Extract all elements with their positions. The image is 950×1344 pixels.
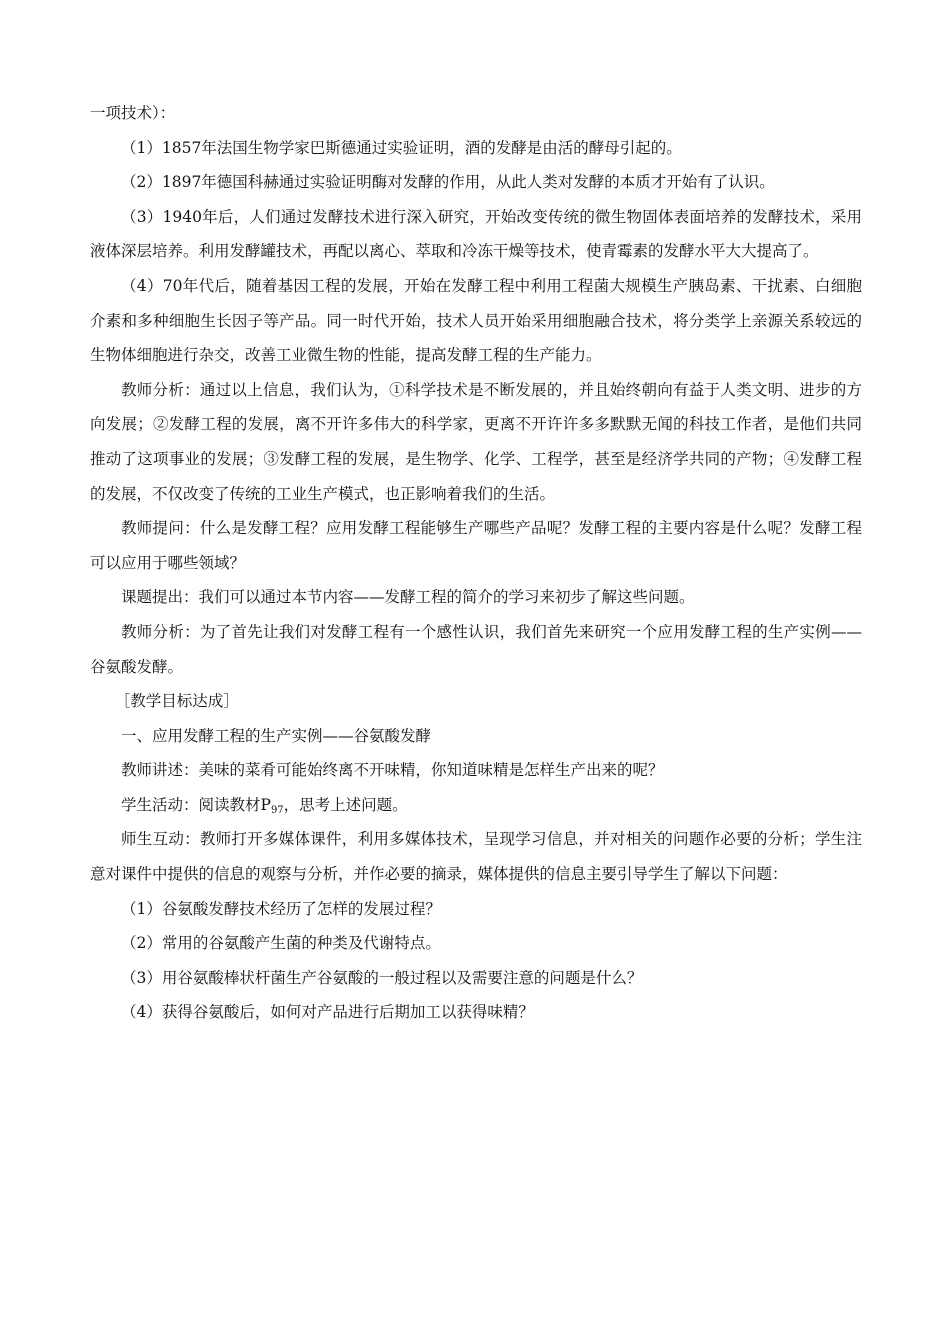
- section-heading-example: 一、应用发酵工程的生产实例——谷氨酸发酵: [121, 726, 432, 745]
- paragraph-question-3: （3）用谷氨酸棒状杆菌生产谷氨酸的一般过程以及需要注意的问题是什么？: [121, 968, 643, 987]
- section-heading-goals: ［教学目标达成］: [114, 692, 239, 711]
- paragraph-item-70s: （4）70年代后，随着基因工程的发展，开始在发酵工程中利用工程菌大规模生产胰岛素、干扰素、白细胞介素和多种细胞生长因子等产品。同一时代开始，技术人员开始采用细胞融合技术，将分类学上亲源关系较远的生物体细胞进行杂交，改善工业微生物的性能，提高发酵工程的生产能力。: [90, 276, 862, 365]
- paragraph-item-1940: （3）1940年后，人们通过发酵技术进行深入研究，开始改变传统的微生物固体表面培养的发酵技术，采用液体深层培养。利用发酵罐技术，再配以离心、萃取和冷冻干燥等技术，使青霉素的发酵水平大大提高了。: [90, 207, 862, 261]
- paragraph-topic-proposed: 课题提出：我们可以通过本节内容——发酵工程的简介的学习来初步了解这些问题。: [121, 588, 695, 607]
- paragraph-teacher-question: 教师提问：什么是发酵工程？应用发酵工程能够生产哪些产品呢？发酵工程的主要内容是什么呢？发酵工程可以应用于哪些领域？: [90, 519, 862, 572]
- student-activity-text-end: ，思考上述问题。: [283, 795, 408, 814]
- paragraph-question-2: （2）常用的谷氨酸产生菌的种类及代谢特点。: [121, 934, 441, 953]
- paragraph-interaction: 师生互动：教师打开多媒体课件，利用多媒体技术，呈现学习信息，并对相关的问题作必要的分析；学生注意对课件中提供的信息的观察与分析，并作必要的摘录，媒体提供的信息主要引导学生了解以下问题：: [90, 830, 862, 884]
- page-subscript: 97: [270, 804, 284, 816]
- paragraph-question-4: （4）获得谷氨酸后，如何对产品进行后期加工以获得味精？: [121, 1003, 534, 1022]
- paragraph-item-1857: （1）1857年法国生物学家巴斯德通过实验证明，酒的发酵是由活的酵母引起的。: [121, 138, 682, 157]
- student-activity-text: 学生活动：阅读教材P: [121, 795, 271, 814]
- document-page: [90, 96, 862, 1030]
- paragraph-teacher-analysis: 教师分析：通过以上信息，我们认为，①科学技术是不断发展的，并且始终朝向有益于人类文明、进步的方向发展；②发酵工程的发展，离不开许多伟大的科学家，更离不开许许多多默默无闻的科技工作者，是他们共同推动了这项事业的发展；③发酵工程的发展，是生物学、化学、工程学，甚至是经济学共同的产物；④发酵工程的发展，不仅改变了传统的工业生产模式，也正影响着我们的生活。: [90, 380, 862, 503]
- paragraph-intro-tail: 一项技术）：: [90, 104, 176, 122]
- paragraph-student-activity: [90, 788, 862, 823]
- paragraph-item-1897: （2）1897年德国科赫通过实验证明酶对发酵的作用，从此人类对发酵的本质才开始有了认识。: [121, 173, 775, 192]
- paragraph-question-1: （1）谷氨酸发酵技术经历了怎样的发展过程？: [121, 899, 441, 918]
- paragraph-teacher-narration: 教师讲述：美味的菜肴可能始终离不开味精，你知道味精是怎样生产出来的呢？: [121, 761, 664, 780]
- paragraph-teacher-analysis-2: 教师分析：为了首先让我们对发酵工程有一个感性认识，我们首先来研究一个应用发酵工程的生产实例——谷氨酸发酵。: [90, 622, 862, 676]
